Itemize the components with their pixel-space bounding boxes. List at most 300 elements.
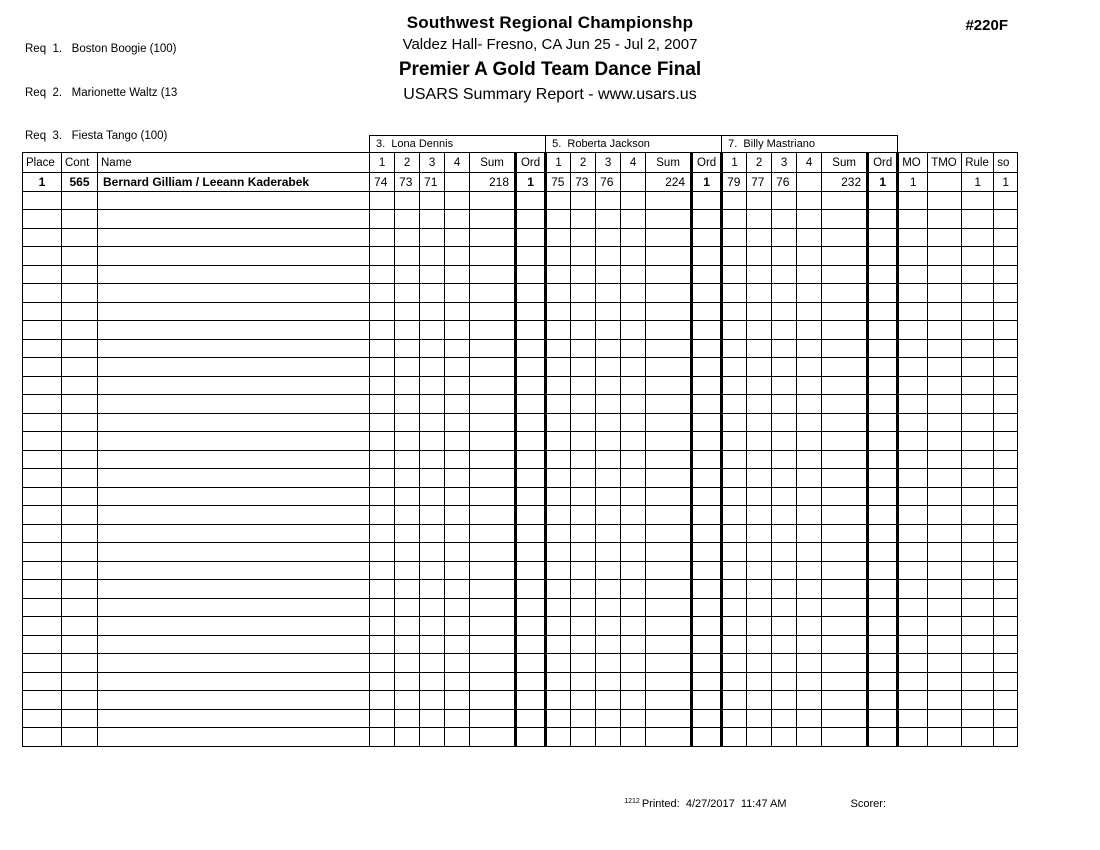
empty-cell <box>445 302 470 321</box>
empty-cell <box>596 284 621 303</box>
empty-cell <box>994 524 1018 543</box>
empty-cell <box>445 654 470 673</box>
empty-cell <box>692 284 722 303</box>
empty-cell <box>722 395 747 414</box>
empty-cell <box>822 543 868 562</box>
table-row-empty <box>23 450 1018 469</box>
col-header-j1-sum: Sum <box>470 153 516 173</box>
empty-cell <box>994 228 1018 247</box>
empty-cell <box>370 376 395 395</box>
empty-cell <box>445 247 470 266</box>
empty-cell <box>370 247 395 266</box>
empty-cell <box>747 247 772 266</box>
score-cell-j2-3: 76 <box>596 173 621 192</box>
empty-cell <box>23 580 62 599</box>
empty-cell <box>962 469 994 488</box>
empty-cell <box>646 691 692 710</box>
empty-cell <box>546 358 571 377</box>
empty-cell <box>571 635 596 654</box>
empty-cell <box>646 191 692 210</box>
empty-cell <box>747 617 772 636</box>
empty-cell <box>797 450 822 469</box>
empty-cell <box>898 395 928 414</box>
empty-cell <box>868 265 898 284</box>
empty-cell <box>98 432 370 451</box>
empty-cell <box>98 191 370 210</box>
empty-cell <box>747 506 772 525</box>
empty-cell <box>646 580 692 599</box>
empty-cell <box>546 728 571 747</box>
empty-cell <box>445 672 470 691</box>
table-row-empty <box>23 487 1018 506</box>
empty-cell <box>722 265 747 284</box>
empty-cell <box>23 450 62 469</box>
empty-cell <box>596 561 621 580</box>
empty-cell <box>822 728 868 747</box>
empty-cell <box>516 210 546 229</box>
empty-cell <box>470 284 516 303</box>
empty-cell <box>772 191 797 210</box>
empty-cell <box>23 302 62 321</box>
empty-cell <box>722 617 747 636</box>
empty-cell <box>98 543 370 562</box>
empty-cell <box>994 302 1018 321</box>
empty-cell <box>692 469 722 488</box>
empty-cell <box>516 413 546 432</box>
empty-cell <box>571 543 596 562</box>
empty-cell <box>822 506 868 525</box>
empty-cell <box>747 413 772 432</box>
empty-cell <box>772 376 797 395</box>
empty-cell <box>571 524 596 543</box>
empty-cell <box>822 265 868 284</box>
empty-cell <box>868 672 898 691</box>
empty-cell <box>596 413 621 432</box>
empty-cell <box>445 450 470 469</box>
empty-cell <box>470 598 516 617</box>
empty-cell <box>898 210 928 229</box>
empty-cell <box>596 432 621 451</box>
empty-cell <box>516 450 546 469</box>
empty-cell <box>747 580 772 599</box>
empty-cell <box>470 580 516 599</box>
empty-cell <box>822 210 868 229</box>
empty-cell <box>898 191 928 210</box>
empty-cell <box>470 469 516 488</box>
empty-cell <box>747 487 772 506</box>
empty-cell <box>692 709 722 728</box>
empty-cell <box>62 691 98 710</box>
empty-cell <box>98 413 370 432</box>
table-row-empty <box>23 228 1018 247</box>
col-header-cont: Cont <box>62 153 98 173</box>
empty-cell <box>516 506 546 525</box>
empty-cell <box>868 191 898 210</box>
empty-cell <box>98 524 370 543</box>
empty-cell <box>596 247 621 266</box>
empty-cell <box>621 321 646 340</box>
empty-cell <box>395 210 420 229</box>
empty-cell <box>722 506 747 525</box>
empty-cell <box>962 543 994 562</box>
empty-cell <box>722 598 747 617</box>
empty-cell <box>772 413 797 432</box>
empty-cell <box>646 617 692 636</box>
empty-cell <box>370 580 395 599</box>
empty-cell <box>898 598 928 617</box>
empty-cell <box>868 691 898 710</box>
empty-cell <box>621 580 646 599</box>
empty-cell <box>747 376 772 395</box>
empty-cell <box>546 580 571 599</box>
empty-cell <box>928 487 962 506</box>
so-cell: 1 <box>994 173 1018 192</box>
col-header-j1-3: 3 <box>420 153 445 173</box>
empty-cell <box>420 395 445 414</box>
empty-cell <box>797 580 822 599</box>
empty-cell <box>722 691 747 710</box>
empty-cell <box>571 450 596 469</box>
empty-cell <box>445 487 470 506</box>
empty-cell <box>822 469 868 488</box>
empty-cell <box>23 228 62 247</box>
empty-cell <box>445 284 470 303</box>
empty-cell <box>898 635 928 654</box>
empty-cell <box>621 265 646 284</box>
col-header-j2-sum: Sum <box>646 153 692 173</box>
empty-cell <box>62 339 98 358</box>
requirement-item-2: Req 2. Marionette Waltz (13 <box>25 86 178 99</box>
empty-cell <box>420 358 445 377</box>
empty-cell <box>822 413 868 432</box>
empty-cell <box>928 598 962 617</box>
empty-cell <box>445 210 470 229</box>
empty-cell <box>692 617 722 636</box>
empty-cell <box>395 654 420 673</box>
empty-cell <box>898 358 928 377</box>
empty-cell <box>898 487 928 506</box>
empty-cell <box>62 709 98 728</box>
empty-cell <box>868 524 898 543</box>
empty-cell <box>994 395 1018 414</box>
empty-cell <box>420 580 445 599</box>
empty-cell <box>722 302 747 321</box>
empty-cell <box>928 506 962 525</box>
empty-cell <box>994 672 1018 691</box>
empty-cell <box>868 728 898 747</box>
empty-cell <box>962 728 994 747</box>
empty-cell <box>722 709 747 728</box>
empty-cell <box>370 321 395 340</box>
empty-cell <box>646 358 692 377</box>
col-header-tmo: TMO <box>928 153 962 173</box>
empty-cell <box>621 376 646 395</box>
empty-cell <box>898 709 928 728</box>
empty-cell <box>692 358 722 377</box>
empty-cell <box>420 376 445 395</box>
empty-cell <box>928 432 962 451</box>
empty-cell <box>928 339 962 358</box>
empty-cell <box>928 247 962 266</box>
empty-cell <box>994 358 1018 377</box>
empty-cell <box>370 450 395 469</box>
empty-cell <box>747 339 772 358</box>
col-header-j2-2: 2 <box>571 153 596 173</box>
empty-cell <box>516 543 546 562</box>
empty-cell <box>420 284 445 303</box>
empty-cell <box>962 709 994 728</box>
empty-cell <box>994 191 1018 210</box>
empty-cell <box>370 210 395 229</box>
empty-cell <box>62 395 98 414</box>
empty-cell <box>596 210 621 229</box>
empty-cell <box>747 469 772 488</box>
empty-cell <box>596 395 621 414</box>
empty-cell <box>470 247 516 266</box>
empty-cell <box>23 728 62 747</box>
empty-cell <box>722 487 747 506</box>
empty-cell <box>994 413 1018 432</box>
table-row-empty <box>23 358 1018 377</box>
empty-cell <box>722 450 747 469</box>
empty-cell <box>994 432 1018 451</box>
table-row-empty <box>23 524 1018 543</box>
empty-cell <box>898 524 928 543</box>
empty-cell <box>23 506 62 525</box>
empty-cell <box>772 524 797 543</box>
empty-cell <box>370 691 395 710</box>
empty-cell <box>571 561 596 580</box>
empty-cell <box>370 524 395 543</box>
empty-cell <box>868 487 898 506</box>
empty-cell <box>722 543 747 562</box>
empty-cell <box>596 598 621 617</box>
empty-cell <box>797 469 822 488</box>
empty-cell <box>928 413 962 432</box>
empty-cell <box>546 469 571 488</box>
spacer-cell <box>898 136 1018 153</box>
col-header-j3-1: 1 <box>722 153 747 173</box>
empty-cell <box>420 265 445 284</box>
empty-cell <box>62 635 98 654</box>
empty-cell <box>470 524 516 543</box>
empty-cell <box>546 654 571 673</box>
empty-cell <box>692 580 722 599</box>
col-header-j3-2: 2 <box>747 153 772 173</box>
empty-cell <box>898 302 928 321</box>
empty-cell <box>772 709 797 728</box>
col-header-j2-3: 3 <box>596 153 621 173</box>
empty-cell <box>962 302 994 321</box>
empty-cell <box>868 358 898 377</box>
empty-cell <box>571 376 596 395</box>
table-row-empty <box>23 210 1018 229</box>
empty-cell <box>797 265 822 284</box>
empty-cell <box>994 321 1018 340</box>
empty-cell <box>470 672 516 691</box>
empty-cell <box>98 265 370 284</box>
empty-cell <box>98 580 370 599</box>
empty-cell <box>646 469 692 488</box>
empty-cell <box>868 635 898 654</box>
event-name: Premier A Gold Team Dance Final <box>398 59 702 80</box>
empty-cell <box>994 506 1018 525</box>
empty-cell <box>370 543 395 562</box>
empty-cell <box>516 376 546 395</box>
empty-cell <box>692 191 722 210</box>
empty-cell <box>571 265 596 284</box>
empty-cell <box>868 210 898 229</box>
empty-cell <box>722 635 747 654</box>
empty-cell <box>772 672 797 691</box>
table-row-empty <box>23 302 1018 321</box>
empty-cell <box>962 617 994 636</box>
empty-cell <box>62 358 98 377</box>
empty-cell <box>62 524 98 543</box>
col-header-place: Place <box>23 153 62 173</box>
empty-cell <box>98 728 370 747</box>
empty-cell <box>470 302 516 321</box>
empty-cell <box>621 709 646 728</box>
empty-cell <box>395 395 420 414</box>
empty-cell <box>962 432 994 451</box>
empty-cell <box>23 598 62 617</box>
empty-cell <box>994 284 1018 303</box>
empty-cell <box>822 358 868 377</box>
empty-cell <box>692 228 722 247</box>
empty-cell <box>621 635 646 654</box>
empty-cell <box>822 654 868 673</box>
ordinal-cell-j1: 1 <box>516 173 546 192</box>
empty-cell <box>571 469 596 488</box>
empty-cell <box>516 580 546 599</box>
empty-cell <box>797 691 822 710</box>
empty-cell <box>797 413 822 432</box>
empty-cell <box>722 469 747 488</box>
col-header-j1-2: 2 <box>395 153 420 173</box>
empty-cell <box>898 506 928 525</box>
empty-cell <box>822 691 868 710</box>
table-row-empty <box>23 265 1018 284</box>
footnote-superscript: 1212 <box>624 798 640 805</box>
empty-cell <box>571 191 596 210</box>
empty-cell <box>898 728 928 747</box>
empty-cell <box>692 302 722 321</box>
empty-cell <box>621 487 646 506</box>
empty-cell <box>395 321 420 340</box>
empty-cell <box>98 654 370 673</box>
empty-cell <box>928 321 962 340</box>
empty-cell <box>470 635 516 654</box>
empty-cell <box>546 598 571 617</box>
empty-cell <box>23 561 62 580</box>
col-header-rule: Rule <box>962 153 994 173</box>
ordinal-cell-j2: 1 <box>692 173 722 192</box>
empty-cell <box>571 395 596 414</box>
empty-cell <box>692 247 722 266</box>
empty-cell <box>722 284 747 303</box>
empty-cell <box>797 302 822 321</box>
empty-cell <box>962 228 994 247</box>
empty-cell <box>928 265 962 284</box>
empty-cell <box>546 506 571 525</box>
empty-cell <box>747 598 772 617</box>
empty-cell <box>822 284 868 303</box>
empty-cell <box>621 247 646 266</box>
empty-cell <box>928 672 962 691</box>
empty-cell <box>571 617 596 636</box>
empty-cell <box>621 228 646 247</box>
empty-cell <box>98 561 370 580</box>
col-header-j3-sum: Sum <box>822 153 868 173</box>
empty-cell <box>747 210 772 229</box>
empty-cell <box>62 598 98 617</box>
empty-cell <box>23 321 62 340</box>
empty-cell <box>822 302 868 321</box>
empty-cell <box>692 506 722 525</box>
empty-cell <box>822 228 868 247</box>
empty-cell <box>596 580 621 599</box>
table-row-empty <box>23 191 1018 210</box>
empty-cell <box>395 728 420 747</box>
empty-cell <box>470 210 516 229</box>
empty-cell <box>98 395 370 414</box>
empty-cell <box>470 506 516 525</box>
empty-cell <box>546 561 571 580</box>
empty-cell <box>772 395 797 414</box>
empty-cell <box>395 413 420 432</box>
empty-cell <box>692 728 722 747</box>
empty-cell <box>928 543 962 562</box>
empty-cell <box>23 284 62 303</box>
empty-cell <box>596 691 621 710</box>
ordinal-cell-j3: 1 <box>868 173 898 192</box>
empty-cell <box>516 265 546 284</box>
empty-cell <box>516 598 546 617</box>
empty-cell <box>420 691 445 710</box>
empty-cell <box>797 524 822 543</box>
empty-cell <box>370 728 395 747</box>
empty-cell <box>516 228 546 247</box>
empty-cell <box>962 598 994 617</box>
empty-cell <box>62 228 98 247</box>
empty-cell <box>822 376 868 395</box>
empty-cell <box>571 598 596 617</box>
empty-cell <box>994 561 1018 580</box>
col-header-j1-1: 1 <box>370 153 395 173</box>
empty-cell <box>470 413 516 432</box>
empty-cell <box>928 728 962 747</box>
empty-cell <box>868 302 898 321</box>
table-row-result <box>23 173 1018 192</box>
empty-cell <box>646 302 692 321</box>
empty-cell <box>928 376 962 395</box>
empty-cell <box>516 247 546 266</box>
empty-cell <box>23 413 62 432</box>
empty-cell <box>962 284 994 303</box>
empty-cell <box>868 598 898 617</box>
score-cell-j2-1: 75 <box>546 173 571 192</box>
empty-cell <box>420 543 445 562</box>
empty-cell <box>98 487 370 506</box>
empty-cell <box>445 191 470 210</box>
empty-cell <box>692 210 722 229</box>
empty-cell <box>516 469 546 488</box>
empty-cell <box>370 672 395 691</box>
empty-cell <box>646 450 692 469</box>
empty-cell <box>546 321 571 340</box>
empty-cell <box>621 395 646 414</box>
